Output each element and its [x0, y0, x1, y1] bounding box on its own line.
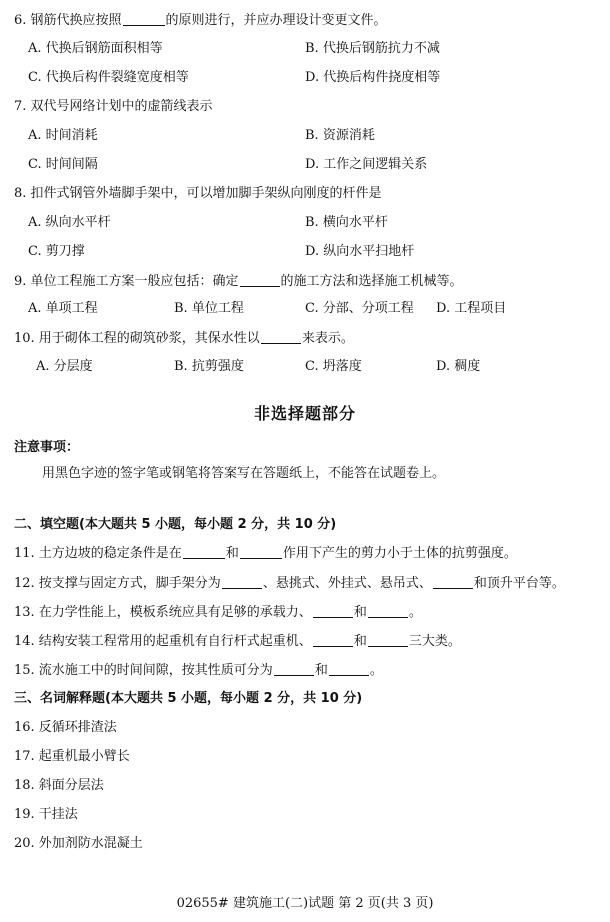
answer-blank — [183, 545, 225, 559]
answer-blank — [261, 330, 301, 344]
question-19: 19. 干挂法 — [14, 807, 78, 822]
option-10b: B. 抗剪强度 — [174, 359, 244, 374]
answer-blank — [274, 662, 314, 676]
option-8a: A. 纵向水平杆 — [28, 215, 111, 230]
question-12: 12. 按支撑与固定方式，脚手架分为 、悬挑式、外挂式、悬吊式、 和顶升平台等。 — [14, 576, 565, 591]
question-7: 7. 双代号网络计划中的虚箭线表示 — [14, 99, 213, 114]
answer-blank — [433, 575, 473, 589]
question-11: 11. 土方边坡的稳定条件是在 和 作用下产生的剪力小于土体的抗剪强度。 — [14, 546, 517, 561]
question-8: 8. 扣件式钢管外墙脚手架中，可以增加脚手架纵向刚度的杆件是 — [14, 186, 382, 201]
option-9b: B. 单位工程 — [174, 301, 244, 316]
question-16: 16. 反循环排渣法 — [14, 720, 117, 735]
answer-blank — [222, 575, 262, 589]
option-9c: C. 分部、分项工程 — [305, 301, 414, 316]
option-6d: D. 代换后构件挠度相等 — [305, 70, 441, 85]
answer-blank — [368, 633, 408, 647]
answer-blank — [313, 604, 353, 618]
option-7b: B. 资源消耗 — [305, 128, 375, 143]
notice-body: 用黑色字迹的签字笔或钢笔将答案写在答题纸上，不能答在试题卷上。 — [42, 466, 446, 481]
answer-blank — [240, 545, 282, 559]
section-title: 非选择题部分 — [253, 404, 356, 423]
question-6: 6. 钢筋代换应按照 的原则进行，并应办理设计变更文件。 — [14, 13, 387, 28]
page-footer: 02655# 建筑施工(二)试题 第 2 页(共 3 页) — [176, 896, 434, 911]
question-9: 9. 单位工程施工方案一般应包括：确定 的施工方法和选择施工机械等。 — [14, 274, 463, 289]
option-7c: C. 时间间隔 — [28, 157, 98, 172]
option-8d: D. 纵向水平扫地杆 — [305, 244, 415, 259]
question-18: 18. 斜面分层法 — [14, 778, 104, 793]
option-9a: A. 单项工程 — [28, 301, 98, 316]
option-6c: C. 代换后构件裂缝宽度相等 — [28, 70, 189, 85]
answer-blank — [123, 12, 165, 26]
option-8b: B. 横向水平杆 — [305, 215, 388, 230]
question-10: 10. 用于砌体工程的砌筑砂浆，其保水性以 来表示。 — [14, 331, 354, 346]
part3-title: 三、名词解释题(本大题共 5 小题，每小题 2 分，共 10 分) — [14, 691, 363, 706]
answer-blank — [368, 604, 408, 618]
option-8c: C. 剪刀撑 — [28, 244, 85, 259]
notice-title: 注意事项： — [14, 440, 80, 455]
option-10a: A. 分层度 — [36, 359, 93, 374]
option-7a: A. 时间消耗 — [28, 128, 98, 143]
option-10c: C. 坍落度 — [305, 359, 362, 374]
option-6a: A. 代换后钢筋面积相等 — [28, 41, 163, 56]
answer-blank — [313, 633, 353, 647]
option-6b: B. 代换后钢筋抗力不减 — [305, 41, 440, 56]
question-17: 17. 起重机最小臂长 — [14, 749, 130, 764]
answer-blank — [329, 662, 369, 676]
option-9d: D. 工程项目 — [436, 301, 507, 316]
option-10d: D. 稠度 — [436, 359, 481, 374]
question-20: 20. 外加剂防水混凝土 — [14, 836, 143, 851]
part2-title: 二、填空题(本大题共 5 小题，每小题 2 分，共 10 分) — [14, 517, 337, 532]
option-7d: D. 工作之间逻辑关系 — [305, 157, 428, 172]
question-13: 13. 在力学性能上，模板系统应具有足够的承载力、 和 。 — [14, 605, 422, 620]
answer-blank — [240, 273, 280, 287]
question-14: 14. 结构安装工程常用的起重机有自行杆式起重机、 和 三大类。 — [14, 634, 461, 649]
question-15: 15. 流水施工中的时间间隙，按其性质可分为 和 。 — [14, 663, 383, 678]
